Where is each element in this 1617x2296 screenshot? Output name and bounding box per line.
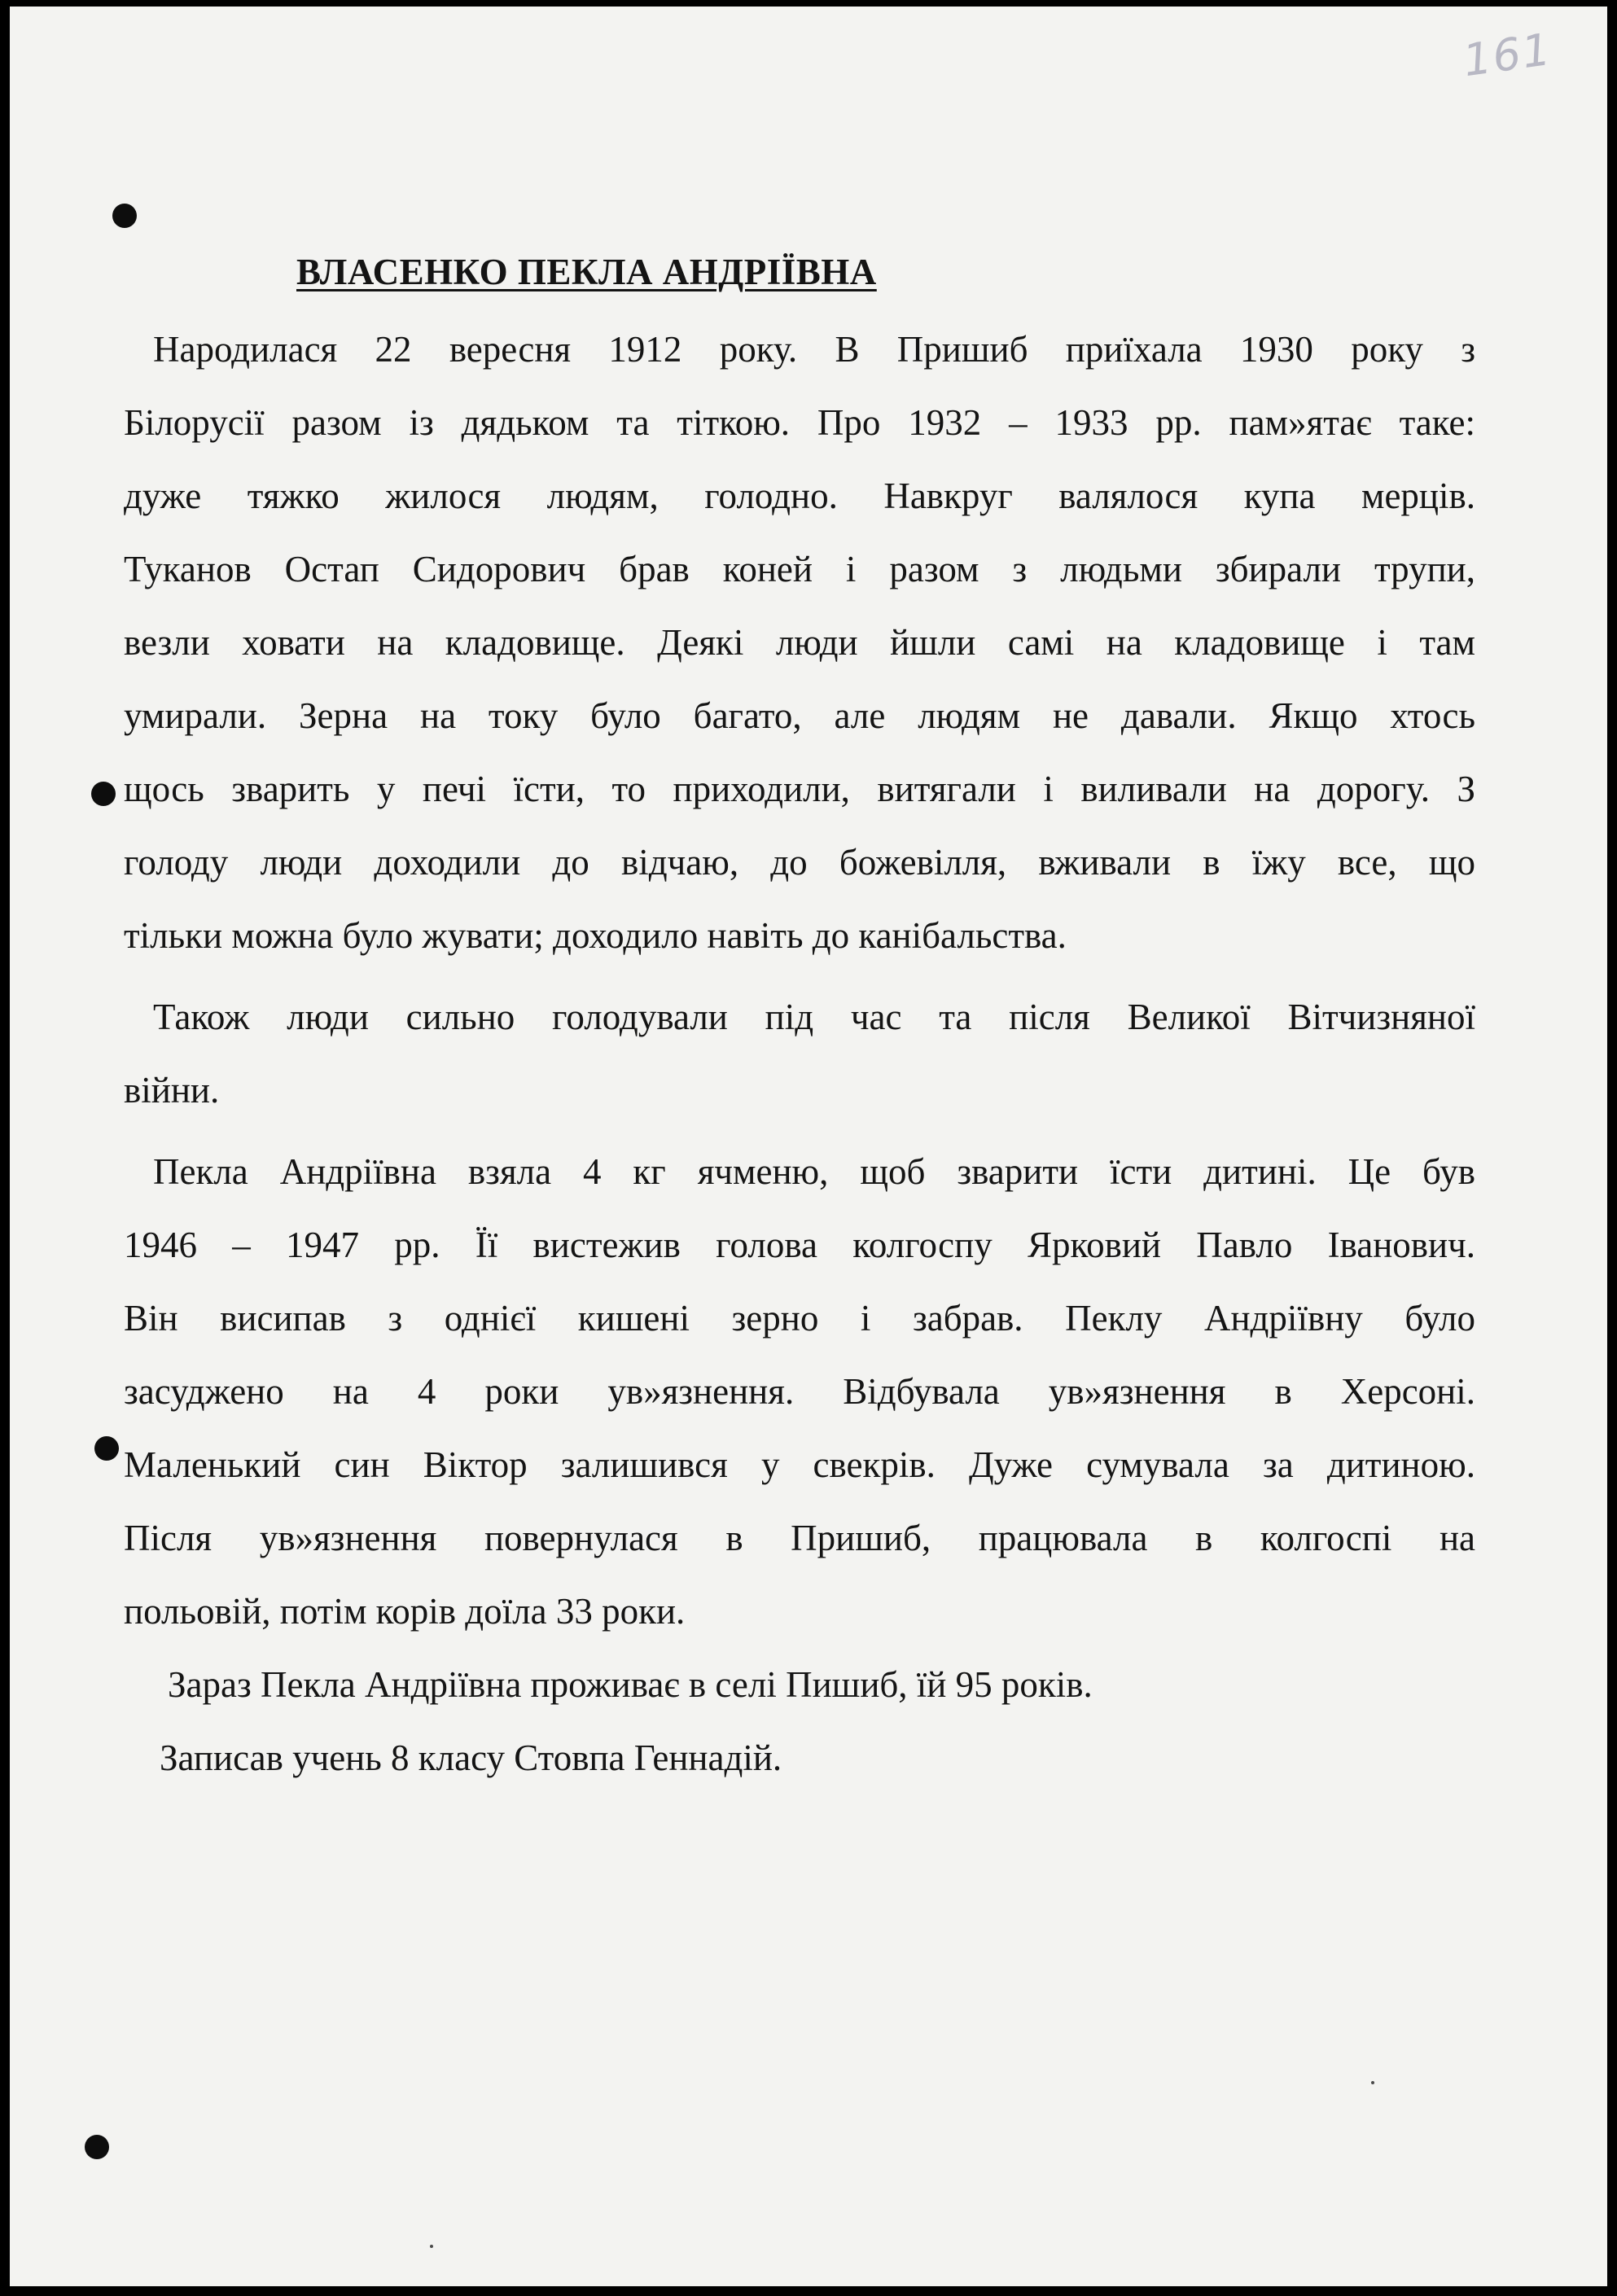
paragraph-2-line: Також люди сильно голодували під час та після Великої Вітчизняної [153, 997, 1475, 1037]
paper-speck [430, 2245, 433, 2248]
paragraph-1-line: умирали. Зерна на току було багато, але людям не давали. Якщо хтось [124, 695, 1475, 736]
recorder-signature-line: Записав учень 8 класу Стовпа Геннадій. [160, 1737, 782, 1778]
paragraph-3-line: 1946 – 1947 рр. Її вистежив голова колгоспу Ярковий Павло Іванович. [124, 1225, 1475, 1265]
paragraph-3-line: Пекла Андріївна взяла 4 кг ячменю, щоб зварити їсти дитині. Це був [153, 1151, 1475, 1192]
paper-speck [1371, 2081, 1374, 2084]
paragraph-1-line: Білорусії разом із дядьком та тіткою. Про 1932 – 1933 рр. пам»ятає таке: [124, 402, 1475, 443]
paragraph-3-line: Маленький син Віктор залишився у свекрів. Дуже сумувала за дитиною. [124, 1444, 1475, 1485]
paragraph-1-line: щось зварить у печі їсти, то приходили, витягали і виливали на дорогу. З [124, 769, 1475, 809]
document-title: ВЛАСЕНКО ПЕКЛА АНДРІЇВНА [296, 252, 877, 292]
paragraph-2-line: війни. [124, 1070, 220, 1111]
punch-hole [94, 1436, 119, 1461]
paragraph-3-line: Після ув»язнення повернулася в Пришиб, працювала в колгоспі на [124, 1518, 1475, 1558]
punch-hole [91, 782, 116, 806]
paragraph-1-line: везли ховати на кладовище. Деякі люди йшли самі на кладовище і там [124, 622, 1475, 663]
paragraph-4-line: Зараз Пекла Андріївна проживає в селі Пишиб, їй 95 років. [168, 1664, 1093, 1705]
paragraph-3-line: засуджено на 4 роки ув»язнення. Відбувала ув»язнення в Херсоні. [124, 1371, 1475, 1412]
paragraph-3-line: Він висипав з однієї кишені зерно і забрав. Пеклу Андріївну було [124, 1298, 1475, 1339]
paragraph-1-line: дуже тяжко жилося людям, голодно. Навкруг валялося купа мерців. [124, 475, 1475, 516]
paragraph-1-line: тільки можна було жувати; доходило навіть до канібальства. [124, 915, 1067, 956]
punch-hole [112, 204, 137, 228]
punch-hole [85, 2135, 109, 2159]
document-page [10, 7, 1607, 2286]
paragraph-1-line: Туканов Остап Сидорович брав коней і разом з людьми збирали трупи, [124, 549, 1475, 589]
paragraph-1-line: Народилася 22 вересня 1912 року. В Пришиб приїхала 1930 року з [153, 329, 1475, 370]
paragraph-3-line: польовій, потім корів доїла 33 роки. [124, 1591, 686, 1632]
page-number: 161 [1460, 23, 1555, 87]
paragraph-1-line: голоду люди доходили до відчаю, до божевілля, вживали в їжу все, що [124, 842, 1475, 883]
